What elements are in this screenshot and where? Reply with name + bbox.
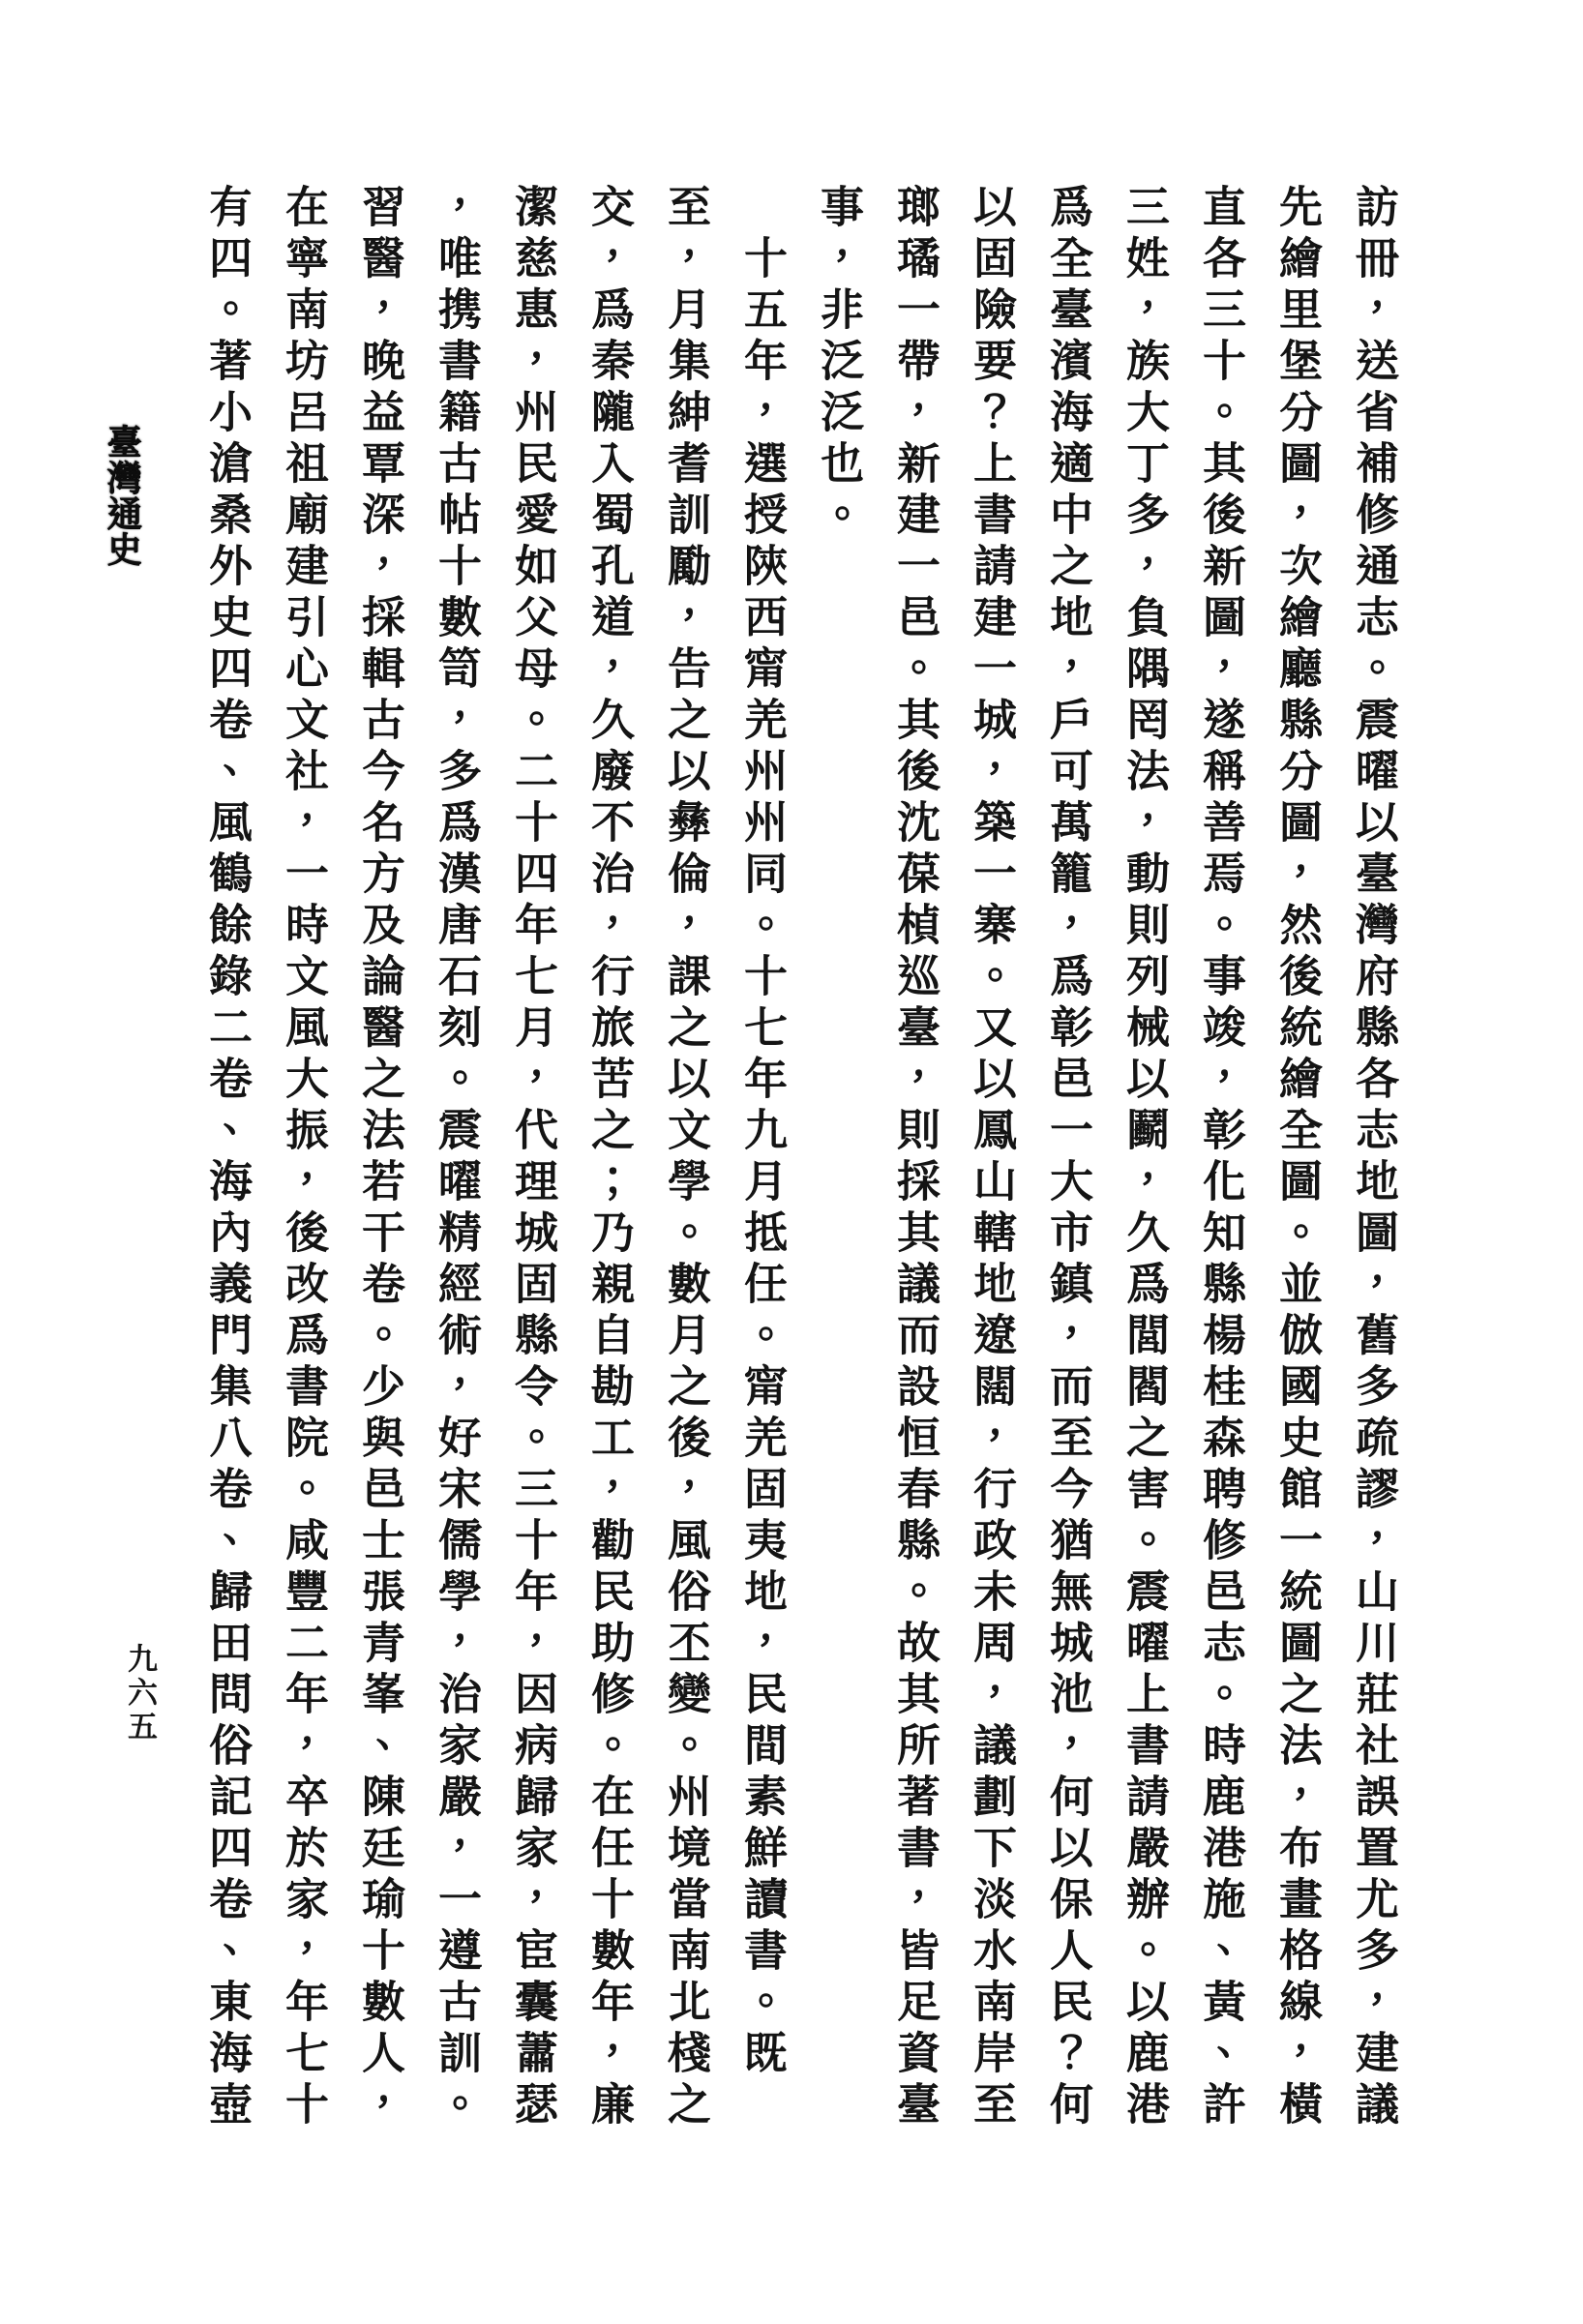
text-column: 在寧南坊呂祖廟建引心文社，一時文風大振，後改爲書院。咸豐二年，卒於家，年七十 <box>279 184 327 2132</box>
text-column: 事，非泛泛也。 <box>814 184 862 543</box>
text-column: 以固險要？上書請建一城，築一寨。又以鳳山轄地遼闊，行政未周，議劃下淡水南岸至 <box>967 184 1015 2132</box>
text-column: 至，月集紳耆訓勵，告之以彝倫，課之以文學。數月之後，風俗丕變。州境當南北棧之 <box>661 184 709 2132</box>
text-column: 直各三十。其後新圖，遂稱善焉。事竣，彰化知縣楊桂森聘修邑志。時鹿港施、黃、許 <box>1196 184 1244 2132</box>
text-column: 先繪里堡分圖，次繪廳縣分圖，然後統繪全圖。並倣國史館一統圖之法，布畫格線，橫 <box>1272 184 1321 2132</box>
text-column: 習醫，晚益覃深，採輯古今名方及論醫之法若干卷。少與邑士張青峯、陳廷瑜十數人， <box>355 184 403 2132</box>
text-column: 訪冊，送省補修通志。震曜以臺灣府縣各志地圖，舊多疏謬，山川莊社誤置尤多，建議 <box>1349 184 1397 2132</box>
text-column: 有四。著小滄桑外史四卷、風鶴餘錄二卷、海內義門集八卷、歸田問俗記四卷、東海壺 <box>202 184 251 2132</box>
text-column: 爲全臺濱海適中之地，戶可萬籠，爲彰邑一大市鎮，而至今猶無城池，何以保人民？何 <box>1043 184 1091 2132</box>
text-column: 三姓，族大丁多，負隅罔法，動則列械以鬬，久爲閭閻之害。震曜上書請嚴辦。以鹿港 <box>1120 184 1168 2132</box>
text-column: 交，爲秦隴入蜀孔道，久廢不治，行旅苦之；乃親自勘工，勸民助修。在任十數年，廉 <box>584 184 633 2132</box>
text-column: 瑯璚一帶，新建一邑。其後沈葆楨巡臺，則採其議而設恒春縣。故其所著書，皆足資臺 <box>890 184 939 2132</box>
text-column: ，唯携書籍古帖十數笥，多爲漢唐石刻。震曜精經術，好宋儒學，治家嚴，一遵古訓。 <box>432 184 480 2132</box>
text-column: 十五年，選授陝西甯羌州州同。十七年九月抵任。甯羌固夷地，民間素鮮讀書。既 <box>737 184 786 2081</box>
text-column: 潔慈惠，州民愛如父母。二十四年七月，代理城固縣令。三十年，因病歸家，宦囊蕭瑟 <box>508 184 556 2132</box>
book-title: 臺灣通史 <box>103 424 141 567</box>
page-number: 九六五 <box>123 1643 157 1744</box>
text-block <box>188 184 1411 2138</box>
